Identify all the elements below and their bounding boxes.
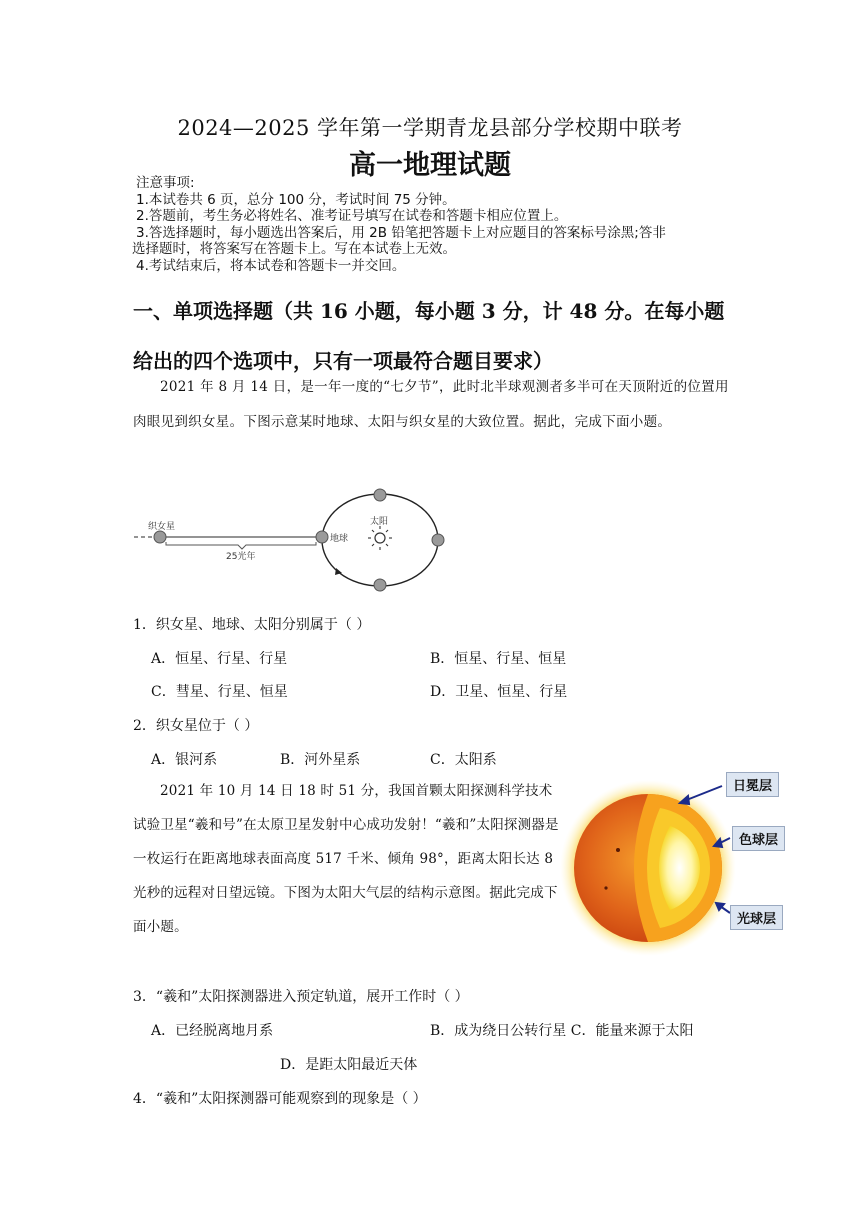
question-4-stem: 4．“羲和”太阳探测器可能观察到的现象是（ ）	[133, 1091, 427, 1107]
q1-option-d: D．卫星、恒星、行星	[430, 684, 568, 700]
exam-subtitle: 高一地理试题	[349, 150, 511, 181]
earth-dot	[316, 531, 328, 543]
notes-item: 选择题时，将答案写在答题卡上。写在本试卷上无效。	[132, 241, 456, 257]
vega-label: 织女星	[148, 522, 176, 532]
corona-label: 日冕层	[726, 772, 779, 797]
sunspot	[616, 848, 620, 852]
distance-brace	[166, 542, 316, 549]
sun-label: 太阳	[370, 517, 389, 527]
question-2-stem: 2．织女星位于（ ）	[133, 718, 259, 734]
earth-position-top	[374, 489, 386, 501]
notes-item: 4.考试结束后，将本试卷和答题卡一并交回。	[136, 257, 406, 274]
sun-structure-diagram	[560, 768, 800, 968]
q1-option-c: C．彗星、行星、恒星	[151, 684, 288, 700]
q1-option-b: B．恒星、行星、恒星	[430, 651, 567, 667]
q1-option-a: A．恒星、行星、行星	[151, 651, 288, 667]
q3-option-d: D．是距太阳最近天体	[280, 1057, 418, 1073]
q2-option-b: B．河外星系	[280, 752, 361, 768]
notes-heading: 注意事项:	[136, 175, 195, 191]
photosphere-label: 光球层	[730, 905, 783, 930]
exam-title: 2024—2025 学年第一学期青龙县部分学校期中联考	[177, 116, 683, 140]
earth-position-right	[432, 534, 444, 546]
vega-dot	[154, 531, 166, 543]
q2-option-a: A．银河系	[151, 752, 218, 768]
question-3-stem: 3．“羲和”太阳探测器进入预定轨道，展开工作时（ ）	[133, 989, 469, 1005]
notes-block	[132, 175, 736, 274]
orbit-diagram	[130, 485, 450, 595]
q3-option-bc: B．成为绕日公转行星 C．能量来源于太阳	[430, 1023, 694, 1039]
section-heading: 一、单项选择题（共 16 小题，每小题 3 分，计 48 分。在每小题给出的四个选项中，只有一项最符合题目要求）	[133, 299, 725, 373]
question-1-stem: 1．织女星、地球、太阳分别属于（ ）	[133, 617, 371, 633]
sun-icon	[368, 526, 392, 550]
q2-option-c: C．太阳系	[430, 752, 497, 768]
earth-label: 地球	[330, 534, 349, 544]
earth-position-bottom	[374, 579, 386, 591]
notes-item: 3.答选择题时，每小题选出答案后，用 2B 铅笔把答题卡上对应题目的答案标号涂黑;答非	[136, 224, 666, 241]
passage-2: 2021 年 10 月 14 日 18 时 51 分，我国首颗太阳探测科学技术试验卫星“羲和号”在太原卫星发射中心成功发射！“羲和”太阳探测器是一枚运行在距离地球表面高度 517 千米、倾角 98°，距离太阳长达 8 光秒的远程对日望远镜。下图为太阳大气层的结构示意图。据此完成下面小题。	[133, 783, 559, 935]
notes-item: 1.本试卷共 6 页，总分 100 分，考试时间 75 分钟。	[136, 191, 456, 208]
sunspot	[604, 886, 607, 889]
passage-1: 2021 年 8 月 14 日，是一年一度的“七夕节”，此时北半球观测者多半可在天顶附近的位置用肉眼见到织女星。下图示意某时地球、太阳与织女星的大致位置。据此，完成下面小题。	[133, 379, 729, 430]
distance-label: 25光年	[226, 552, 256, 562]
chromosphere-label: 色球层	[732, 826, 785, 851]
q3-option-a: A．已经脱离地月系	[151, 1023, 274, 1039]
notes-item: 2.答题前，考生务必将姓名、准考证号填写在试卷和答题卡相应位置上。	[136, 208, 568, 224]
